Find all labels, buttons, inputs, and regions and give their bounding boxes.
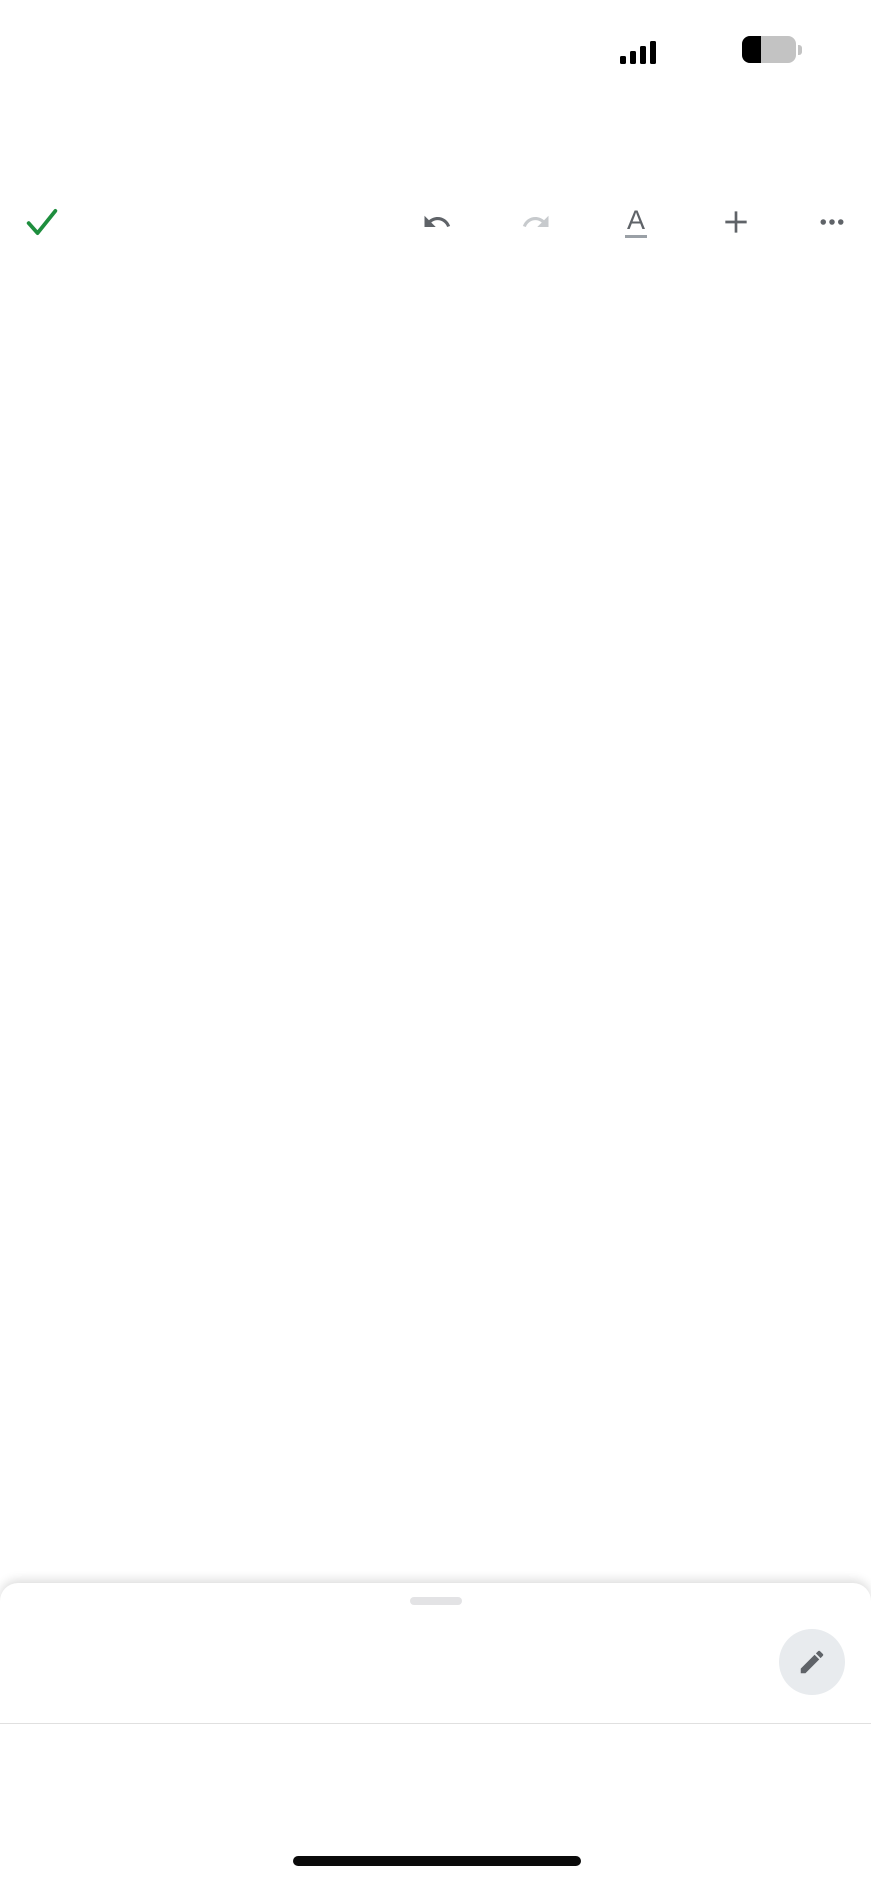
battery-icon	[742, 36, 796, 63]
spreadsheet	[0, 178, 871, 1583]
drag-handle[interactable]	[410, 1597, 462, 1605]
home-indicator	[293, 1856, 581, 1866]
format-text-icon[interactable]: A	[612, 198, 660, 246]
app-toolbar	[0, 90, 871, 235]
battery-fill	[742, 36, 761, 63]
battery-cap	[798, 45, 802, 55]
cell-editor-panel	[0, 1583, 871, 1884]
status-bar	[0, 0, 871, 90]
pencil-icon	[797, 1647, 827, 1677]
signal-strength-icon	[620, 36, 672, 64]
edit-button[interactable]	[779, 1629, 845, 1695]
divider	[0, 1723, 871, 1724]
